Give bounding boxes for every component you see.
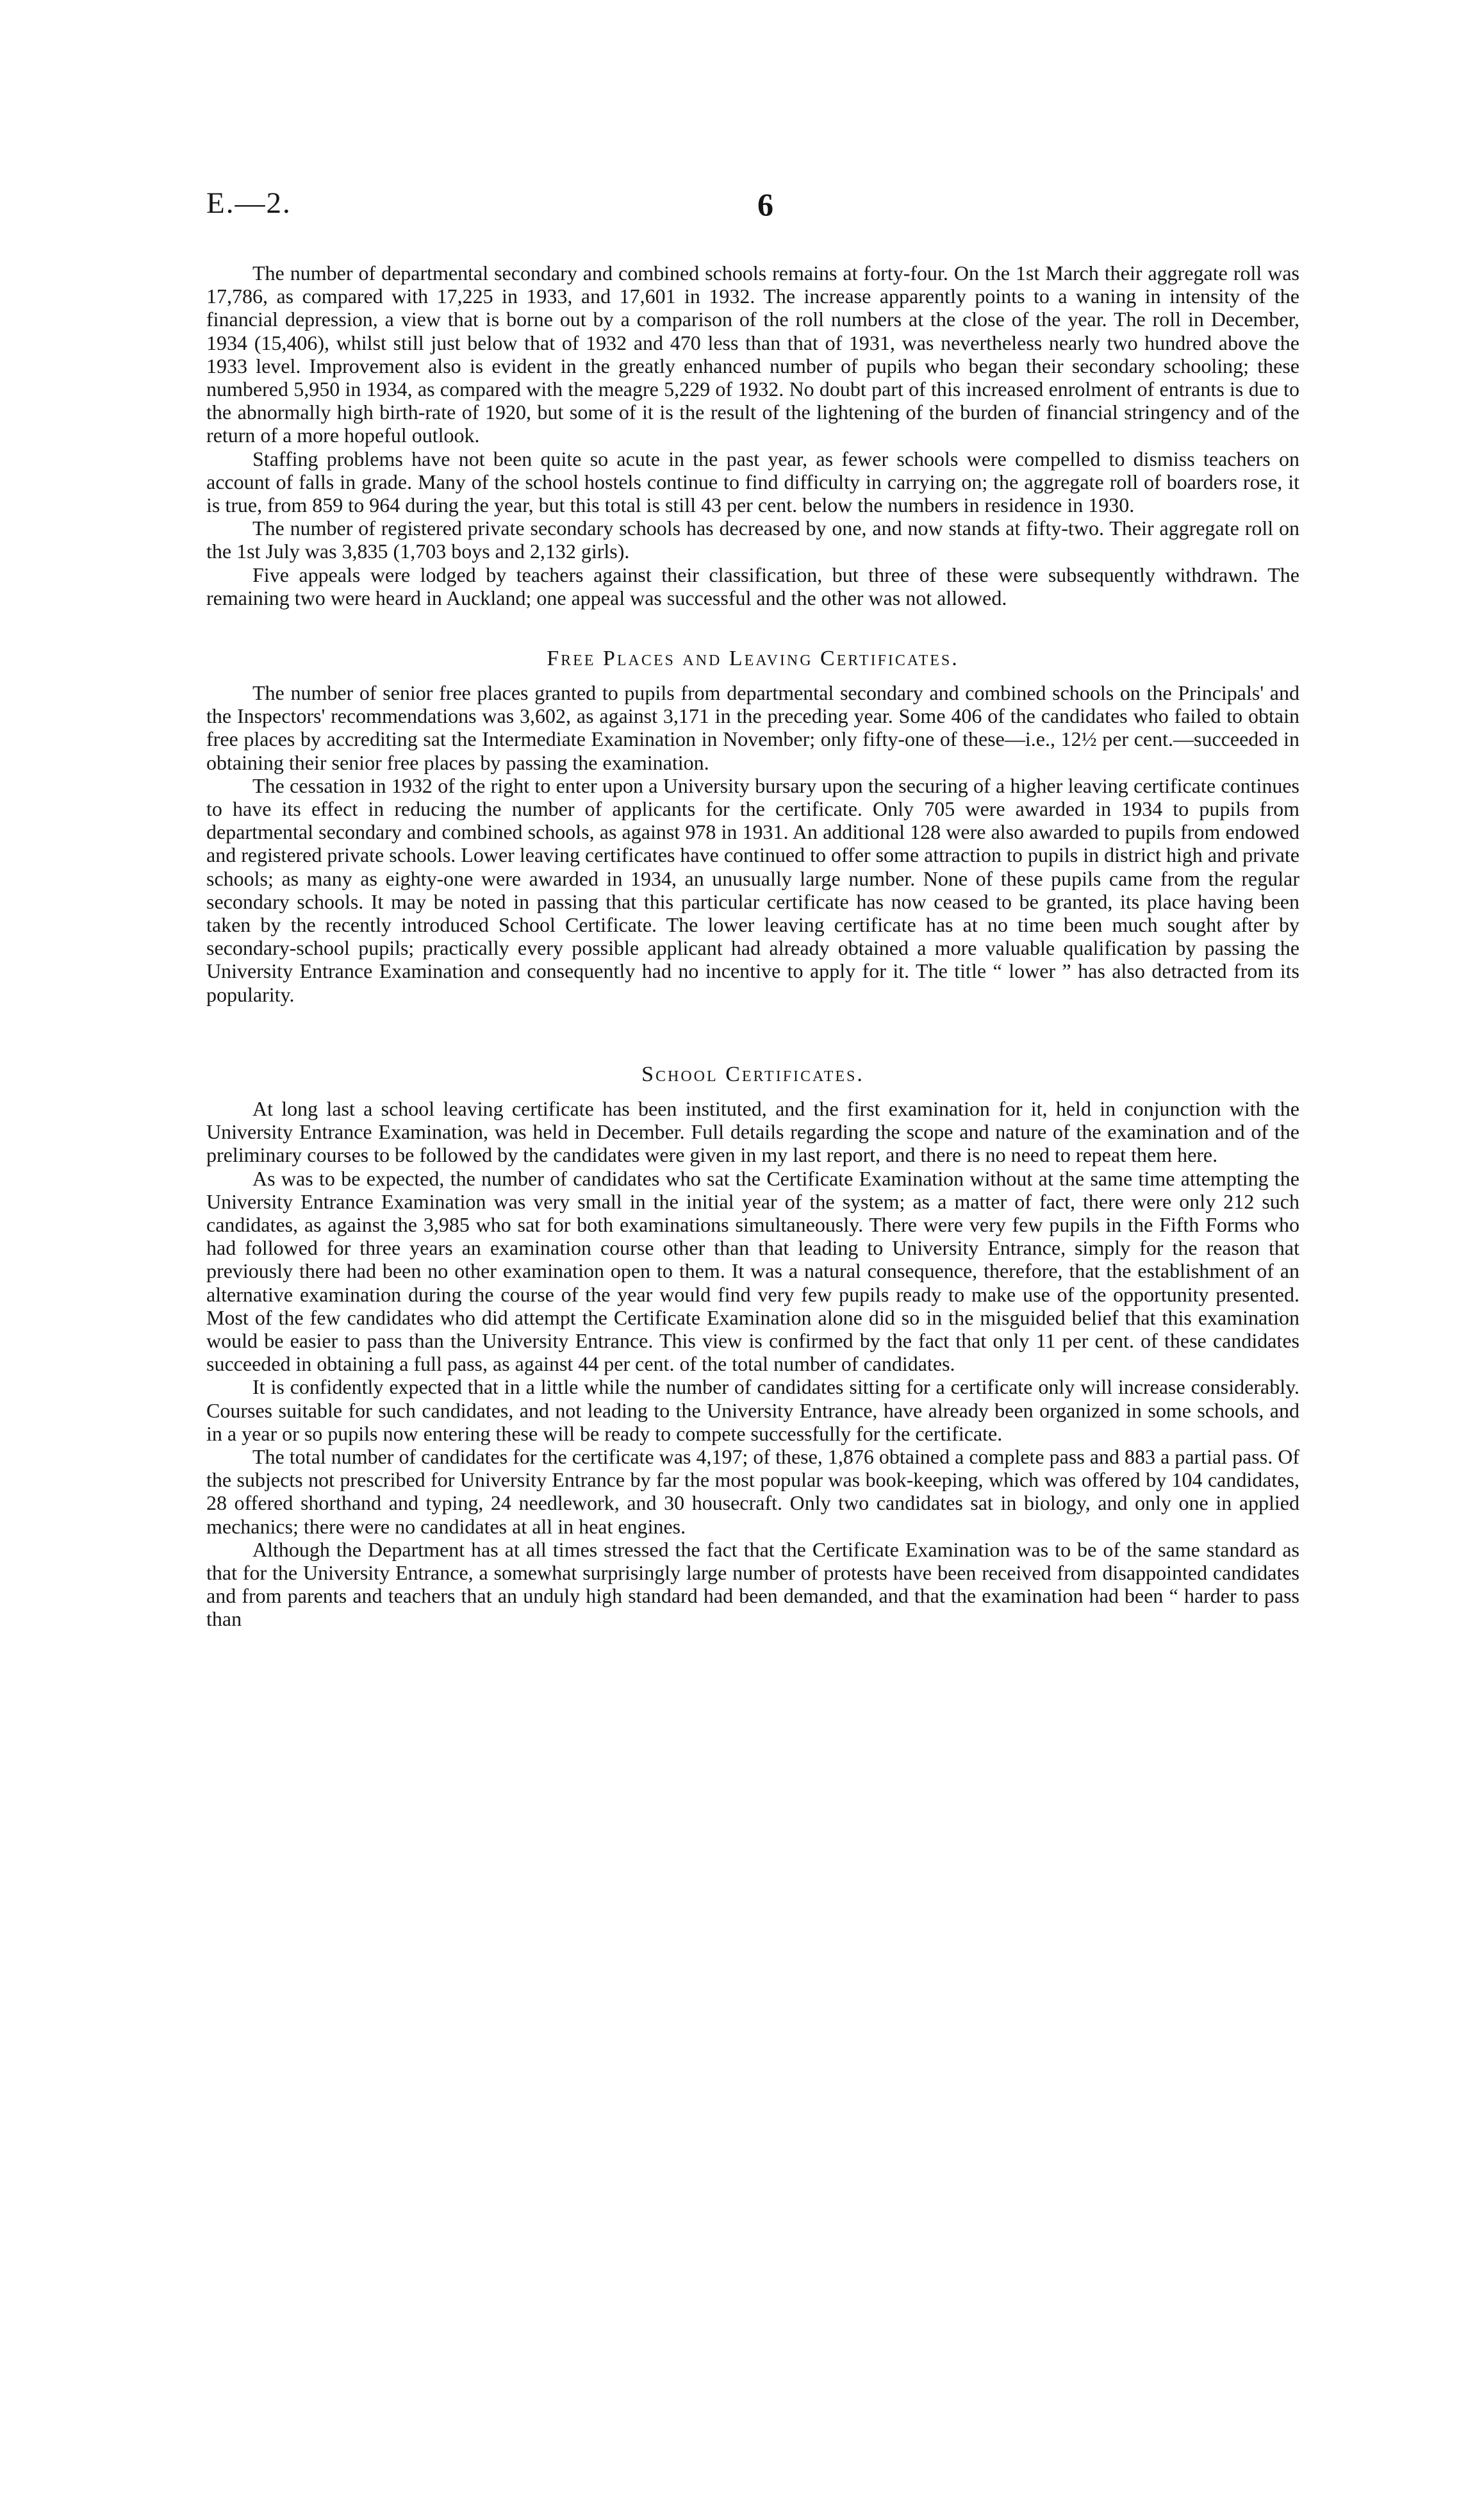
paragraph: Although the Department has at all times stressed the fact that the Certificate Examination was to be of the same standard as that for the University Entrance, a somewhat surprisingly large number of protests have been received from disappointed candidates and from parents and teachers that an unduly high standard had been demanded, and that the examination had been “ harder to pass than bbox=[206, 1537, 1299, 1631]
page-header bbox=[206, 186, 1308, 231]
paragraph: It is confidently expected that in a little while the number of candidates sitting for a certificate only will increase considerably. Courses suitable for such candidates, and not leading to the University Entrance, have already been organized in some schools, and in a year or so pupils now entering these will be ready to compete successfully for the certificate. bbox=[206, 1375, 1299, 1445]
paragraph: The number of departmental secondary and combined schools remains at forty-four. On the 1st March their aggregate roll was 17,786, as compared with 17,225 in 1933, and 17,601 in 1932. The increase apparently points to a waning in intensity of the financial depression, a view that is borne out by a comparison of the roll numbers at the close of the year. The roll in December, 1934 (15,406), whilst still just below that of 1932 and 470 less than that of 1931, was nevertheless nearly two hundred above the 1933 level. Improvement also is evident in the greatly enhanced number of pupils who began their secondary schooling; these numbered 5,950 in 1934, as compared with the meagre 5,229 of 1932. No doubt part of this increased enrolment of entrants is due to the abnormally high birth-rate of 1920, but some of it is the result of the lightening of the burden of financial stringency and of the return of a more hopeful outlook. bbox=[206, 261, 1299, 447]
document-reference: E.—2. bbox=[206, 186, 292, 220]
section-heading-free-places: Free Places and Leaving Certificates. bbox=[547, 647, 959, 671]
page-number: 6 bbox=[757, 186, 773, 222]
paragraph: At long last a school leaving certificate has been instituted, and the first examination for it, held in conjunction with the University Entrance Examination, was held in December. Full details regarding the scope and nature of the examination and of the preliminary courses to be followed by the candidates were given in my last report, and there is no need to repeat them here. bbox=[206, 1096, 1299, 1167]
paragraph: The cessation in 1932 of the right to enter upon a University bursary upon the securing of a higher leaving certificate continues to have its effect in reducing the number of applicants for the certificate. Only 705 were awarded in 1934 to pupils from departmental secondary and combined schools, as against 978 in 1931. An additional 128 were also awarded to pupils from endowed and registered private schools. Lower leaving certificates have continued to offer some attraction to pupils in district high and private schools; as many as eighty-one were awarded in 1934, an unusually large number. None of these pupils came from the regular secondary schools. It may be noted in passing that this particular certificate has now ceased to be granted, its place having been taken by the recently introduced School Certificate. The lower leaving certificate has at no time been much sought after by secondary-school pupils; practically every possible applicant had already obtained a more valuable qualification by passing the University Entrance Examination and consequently had no incentive to apply for it. The title “ lower ” has also detracted from its popularity. bbox=[206, 773, 1299, 1006]
paragraph: The number of senior free places granted to pupils from departmental secondary and combined schools on the Principals' and the Inspectors' recommendations was 3,602, as against 3,171 in the preceding year. Some 406 of the candidates who failed to obtain free places by accrediting sat the Intermediate Examination in November; only fifty-one of these—i.e., 12½ per cent.—succeeded in obtaining their senior free places by passing the examination. bbox=[206, 681, 1299, 774]
paragraph: The total number of candidates for the certificate was 4,197; of these, 1,876 obtained a complete pass and 883 a partial pass. Of the subjects not prescribed for University Entrance by far the most popular was book-keeping, which was offered by 104 candidates, 28 offered shorthand and typing, 24 needlework, and 30 housecraft. Only two candidates sat in biology, and only one in applied mechanics; there were no candidates at all in heat engines. bbox=[206, 1444, 1299, 1538]
paragraph: The number of registered private secondary schools has decreased by one, and now stands at fifty-two. Their aggregate roll on the 1st July was 3,835 (1,703 boys and 2,132 girls). bbox=[206, 517, 1299, 563]
paragraph: Five appeals were lodged by teachers against their classification, but three of these were subsequently withdrawn. The remaining two were heard in Auckland; one appeal was successful and the other was not allowed. bbox=[206, 563, 1299, 609]
paragraph: As was to be expected, the number of candidates who sat the Certificate Examination without at the same time attempting the University Entrance Examination was very small in the initial year of the system; as a matter of fact, there were only 212 such candidates, as against the 3,985 who sat for both examinations simultaneously. There were very few pupils in the Fifth Forms who had followed for three years an examination course other than that leading to University Entrance, simply for the reason that previously there had been no other examination open to them. It was a natural consequence, therefore, that the establishment of an alternative examination during the course of the year would find very few pupils ready to make use of the opportunity presented. Most of the few candidates who did attempt the Certificate Examination alone did so in the misguided belief that this examination would be easier to pass than the University Entrance. This view is confirmed by the fact that only 11 per cent. of these candidates succeeded in obtaining a full pass, as against 44 per cent. of the total number of candidates. bbox=[206, 1166, 1299, 1376]
body-text bbox=[206, 261, 1299, 1631]
paragraph: Staffing problems have not been quite so acute in the past year, as fewer schools were compelled to dismiss teachers on account of falls in grade. Many of the school hostels continue to find difficulty in carrying on; the aggregate roll of boarders rose, it is true, from 859 to 964 during the year, but this total is still 43 per cent. below the numbers in residence in 1930. bbox=[206, 447, 1299, 517]
section-heading-school-certificates: School Certificates. bbox=[641, 1062, 864, 1086]
